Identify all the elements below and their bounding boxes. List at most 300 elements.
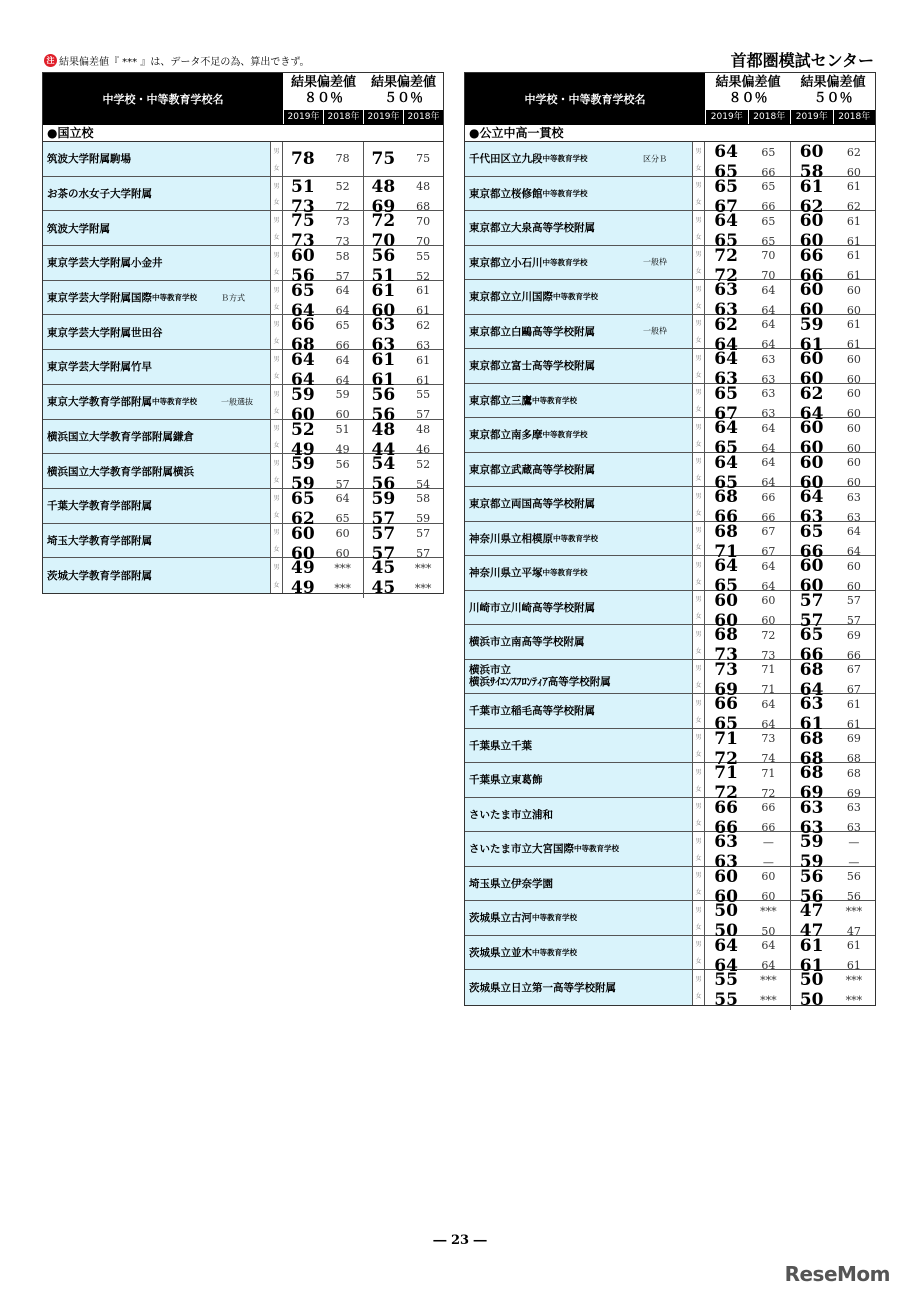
publisher-name: 首都圏模試センター xyxy=(730,51,874,70)
table-row xyxy=(465,314,875,355)
score-cell: 60 xyxy=(714,886,738,907)
entry-type-tag: 区分Ｂ xyxy=(643,154,667,164)
school-name-text: 埼玉県立伊奈学園 xyxy=(469,877,553,890)
score-cell: 68 xyxy=(790,660,833,680)
male-scores xyxy=(705,901,875,921)
entry-type-tag: 一般枠 xyxy=(643,257,667,267)
score-cell: 70 xyxy=(416,214,431,228)
table-row xyxy=(465,832,875,872)
score-values xyxy=(705,314,875,355)
score-cell: 73 xyxy=(761,648,776,662)
score-cell: 64 xyxy=(291,300,315,321)
header-bands xyxy=(283,73,443,124)
sex-female: 女 xyxy=(695,854,702,862)
score-cell: 50 xyxy=(790,990,833,1010)
score-values xyxy=(283,350,443,391)
male-scores xyxy=(705,280,875,300)
score-cell: 66 xyxy=(714,817,738,838)
score-cell: 60 xyxy=(846,407,861,420)
score-cell: 60 xyxy=(790,453,833,473)
sex-labels xyxy=(693,522,705,556)
score-cell: 66 xyxy=(790,246,833,266)
male-scores xyxy=(705,384,875,404)
score-cell: *** xyxy=(760,904,777,918)
score-cell: 57 xyxy=(846,594,861,607)
score-cell: 62 xyxy=(416,318,431,332)
school-name xyxy=(465,142,693,176)
score-cell: 61 xyxy=(363,281,404,301)
school-name-text: 千葉市立稲毛高等学校附属 xyxy=(469,705,595,718)
school-name xyxy=(465,246,693,280)
score-cell: 54 xyxy=(416,477,431,491)
score-values xyxy=(283,142,443,176)
sex-female: 女 xyxy=(695,923,702,931)
score-cell: 57 xyxy=(846,614,861,627)
school-name xyxy=(465,384,693,418)
score-cell: 59 xyxy=(790,315,833,335)
score-cell: 47 xyxy=(790,901,833,921)
score-cell: 64 xyxy=(846,545,861,558)
sex-labels xyxy=(271,524,283,558)
sex-female: 女 xyxy=(273,303,280,311)
score-cell: 73 xyxy=(714,659,738,680)
score-cell: 60 xyxy=(790,300,833,320)
score-values xyxy=(705,556,875,596)
score-cell: 49 xyxy=(291,578,315,599)
school-name xyxy=(43,315,271,349)
score-values xyxy=(705,935,875,976)
score-cell: 56 xyxy=(363,385,404,405)
school-type: 中等教育学校 xyxy=(532,913,577,923)
score-cell: 50 xyxy=(790,970,833,990)
score-cell: 74 xyxy=(761,752,776,765)
score-values xyxy=(283,211,443,252)
sex-labels xyxy=(271,281,283,315)
score-cell: 68 xyxy=(790,729,833,749)
score-cell: 59 xyxy=(291,454,315,475)
score-cell: 48 xyxy=(416,180,431,194)
score-cell: 61 xyxy=(846,214,861,228)
sex-labels xyxy=(271,315,283,349)
section-title: ●公立中高一貫校 xyxy=(465,125,875,142)
score-cell: 72 xyxy=(714,265,738,286)
score-values xyxy=(283,384,443,425)
school-type: 中等教育学校 xyxy=(152,293,197,303)
score-cell: 64 xyxy=(761,717,776,731)
resemom-logo: ReseMom xyxy=(784,1262,890,1286)
page-number: ― 23 ― xyxy=(433,1233,487,1248)
sex-female: 女 xyxy=(695,993,702,1001)
sex-female: 女 xyxy=(695,889,702,897)
score-cell: 65 xyxy=(714,162,738,182)
sex-male: 男 xyxy=(695,976,702,984)
school-name xyxy=(43,246,271,280)
score-cell: 65 xyxy=(790,625,833,645)
year-label: 2018年 xyxy=(323,110,363,124)
score-cell: 55 xyxy=(416,388,431,402)
score-cell: 64 xyxy=(714,452,738,473)
school-name xyxy=(465,556,693,590)
score-cell: 66 xyxy=(714,507,738,527)
score-cell: 60 xyxy=(846,165,861,179)
sex-labels xyxy=(271,420,283,454)
sex-labels xyxy=(693,798,705,832)
score-cell: 59 xyxy=(335,388,350,402)
score-cell: 61 xyxy=(416,304,431,318)
score-values xyxy=(705,142,875,182)
table-row xyxy=(43,454,443,495)
sex-male: 男 xyxy=(695,423,702,431)
sex-male: 男 xyxy=(695,561,702,569)
sex-male: 男 xyxy=(273,147,280,155)
score-cell: 71 xyxy=(761,766,776,780)
sex-male: 男 xyxy=(695,872,702,880)
male-scores xyxy=(705,591,875,611)
sex-female: 女 xyxy=(273,442,280,450)
header-group50 xyxy=(363,73,443,124)
score-cell: 59 xyxy=(291,474,315,495)
sex-labels xyxy=(693,660,705,694)
score-cell: 58 xyxy=(790,162,833,182)
school-name xyxy=(465,798,693,832)
school-name-text: 神奈川県立平塚 xyxy=(469,567,543,580)
score-cell: 71 xyxy=(714,541,738,562)
score-cell: 64 xyxy=(335,284,350,298)
score-cell: 47 xyxy=(790,921,833,941)
table-row xyxy=(43,142,443,177)
school-name-text: 東京都立両国高等学校附属 xyxy=(469,498,595,511)
score-cell: 61 xyxy=(846,234,861,248)
score-values xyxy=(283,176,443,217)
table-row xyxy=(465,694,875,734)
sex-female: 女 xyxy=(695,578,702,586)
school-name-text: 東京都立三鷹 xyxy=(469,394,532,407)
male-scores xyxy=(705,660,875,680)
table-row xyxy=(43,523,443,564)
score-cell: 60 xyxy=(790,369,833,389)
score-cell: 69 xyxy=(846,786,861,800)
score-cell: 68 xyxy=(790,749,833,769)
header-group80 xyxy=(705,73,790,124)
score-cell: 64 xyxy=(335,373,350,387)
male-scores xyxy=(705,556,875,576)
school-name xyxy=(465,280,693,314)
sex-labels xyxy=(271,350,283,384)
score-cell: 63 xyxy=(846,821,861,834)
year-label: 2019年 xyxy=(287,112,320,122)
school-name xyxy=(43,524,271,558)
school-name-text: 千葉県立東葛飾 xyxy=(469,774,543,787)
score-cell: 49 xyxy=(291,439,315,460)
school-name-line: 横浜ｻｲｴﾝｽﾌﾛﾝﾃｨｱ高等学校附属 xyxy=(469,676,611,689)
score-cell: 52 xyxy=(416,457,431,471)
score-cell: 66 xyxy=(790,266,833,286)
male-scores xyxy=(283,489,443,509)
score-cell: 60 xyxy=(846,579,861,593)
school-name xyxy=(465,177,693,211)
score-cell: 69 xyxy=(714,679,738,700)
sex-female: 女 xyxy=(273,199,280,207)
score-cell: 73 xyxy=(761,732,776,745)
school-name-text: 東京都立桜修館 xyxy=(469,187,543,200)
school-name-text: 茨城県立日立第一高等学校附属 xyxy=(469,981,616,994)
score-cell: 64 xyxy=(335,304,350,318)
table-row xyxy=(465,901,875,941)
score-cell: 55 xyxy=(416,249,431,263)
score-cell: 51 xyxy=(291,176,315,197)
score-cell: 57 xyxy=(363,524,404,544)
sex-labels xyxy=(693,901,705,935)
score-cell: 59 xyxy=(291,384,315,405)
table-row xyxy=(465,728,875,769)
score-cell: 60 xyxy=(335,527,350,541)
table-row xyxy=(43,419,443,460)
sex-female: 女 xyxy=(273,372,280,380)
score-cell: 60 xyxy=(714,590,738,611)
table-header xyxy=(43,73,443,125)
school-name-text: 川崎市立川崎高等学校附属 xyxy=(469,601,595,614)
score-values xyxy=(705,832,875,872)
sex-female: 女 xyxy=(695,302,702,310)
school-name-text: お茶の水女子大学附属 xyxy=(47,188,152,201)
sex-labels xyxy=(693,936,705,970)
score-cell: 66 xyxy=(761,510,776,524)
sex-labels xyxy=(693,177,705,211)
school-name-text: 横浜国立大学教育学部附属横浜 xyxy=(47,465,194,478)
sex-female: 女 xyxy=(273,164,280,172)
score-cell: 75 xyxy=(416,152,431,166)
score-cell: 71 xyxy=(714,763,738,783)
score-cell: 57 xyxy=(335,269,350,283)
score-values xyxy=(705,176,875,217)
score-cell: 62 xyxy=(714,314,738,335)
sex-labels xyxy=(693,349,705,383)
score-cell: 64 xyxy=(846,525,861,538)
score-values xyxy=(705,211,875,251)
score-cell: 64 xyxy=(291,350,315,371)
score-cell: 60 xyxy=(714,866,738,887)
score-cell: 70 xyxy=(761,249,776,262)
table-header xyxy=(465,73,875,125)
table-row xyxy=(465,935,875,976)
score-cell: 61 xyxy=(790,936,833,956)
score-values xyxy=(283,523,443,564)
school-type: 中等教育学校 xyxy=(532,947,577,957)
school-name xyxy=(43,142,271,176)
score-cell: 65 xyxy=(714,472,738,493)
score-cell: 63 xyxy=(714,369,738,389)
male-scores xyxy=(705,970,875,990)
school-name xyxy=(43,281,271,315)
score-cell: 72 xyxy=(761,628,776,642)
score-cell: 70 xyxy=(761,269,776,282)
score-cell: 60 xyxy=(363,301,404,321)
score-cell: 67 xyxy=(714,403,738,424)
sex-male: 男 xyxy=(695,458,702,466)
school-type: 中等教育学校 xyxy=(532,395,577,405)
score-cell: 63 xyxy=(363,315,404,335)
school-name-text: 千葉大学教育学部附属 xyxy=(47,500,152,513)
score-cell: 67 xyxy=(714,196,738,217)
sex-labels xyxy=(271,177,283,211)
sex-male: 男 xyxy=(695,527,702,535)
sex-male: 男 xyxy=(695,320,702,328)
score-cell: 63 xyxy=(761,372,776,386)
entry-type-tag: 一般選抜 xyxy=(221,397,253,407)
male-scores xyxy=(705,832,875,852)
score-cell: 60 xyxy=(846,456,861,469)
sex-female: 女 xyxy=(273,234,280,242)
sex-labels xyxy=(271,558,283,593)
school-name-text: さいたま市立浦和 xyxy=(469,808,553,821)
male-scores xyxy=(705,625,875,645)
score-cell: *** xyxy=(760,973,777,987)
score-values xyxy=(705,418,875,458)
score-cell: 60 xyxy=(761,890,776,903)
male-scores xyxy=(283,524,443,544)
male-scores xyxy=(283,211,443,231)
school-name-text: 東京都立武蔵高等学校附属 xyxy=(469,463,595,476)
male-scores xyxy=(705,142,875,162)
school-type: 中等教育学校 xyxy=(152,397,197,407)
score-cell: 63 xyxy=(790,818,833,838)
score-cell: 68 xyxy=(714,487,738,507)
table-row xyxy=(43,488,443,529)
score-cell: 61 xyxy=(846,338,861,351)
score-cell: 60 xyxy=(846,352,861,366)
sex-labels xyxy=(693,694,705,728)
sex-male: 男 xyxy=(695,768,702,776)
table-row xyxy=(43,315,443,356)
table-row xyxy=(465,211,875,251)
sex-female: 女 xyxy=(695,199,702,207)
sex-female: 女 xyxy=(273,476,280,484)
score-cell: 72 xyxy=(714,245,738,266)
national-schools-table xyxy=(42,72,444,599)
school-type: 中等教育学校 xyxy=(542,188,588,198)
score-cell: 61 xyxy=(846,697,861,711)
note-text: 結果偏差値『 *** 』は、データ不足の為、算出できず。 xyxy=(59,57,310,68)
school-name xyxy=(43,489,271,523)
sex-male: 男 xyxy=(273,356,280,364)
score-cell: 60 xyxy=(761,614,776,627)
sex-male: 男 xyxy=(695,699,702,707)
score-cell: 57 xyxy=(416,547,431,561)
score-cell: 45 xyxy=(363,578,404,598)
table-row xyxy=(43,558,443,599)
school-name-text: 東京都立南多摩 xyxy=(469,429,543,442)
school-type: 中等教育学校 xyxy=(542,257,588,267)
score-cell: 57 xyxy=(335,477,350,491)
score-cell: 64 xyxy=(761,303,776,317)
sex-labels xyxy=(693,418,705,452)
score-cell: 60 xyxy=(846,387,861,400)
sex-labels xyxy=(693,763,705,797)
sex-male: 男 xyxy=(695,354,702,362)
score-values xyxy=(705,452,875,493)
sex-male: 男 xyxy=(273,390,280,398)
sex-labels xyxy=(693,384,705,418)
sex-male: 男 xyxy=(695,596,702,604)
score-cell: 65 xyxy=(335,318,350,332)
school-name-text xyxy=(469,664,611,688)
sex-female: 女 xyxy=(695,164,702,172)
sex-female: 女 xyxy=(273,338,280,346)
score-cell: 56 xyxy=(291,266,315,287)
header-bands xyxy=(705,73,875,124)
sex-female: 女 xyxy=(695,475,702,483)
sex-male: 男 xyxy=(273,182,280,190)
score-cell: 63 xyxy=(714,852,738,872)
score-cell: 60 xyxy=(790,280,833,300)
score-values xyxy=(283,558,443,599)
school-name-line: 横浜市立 xyxy=(469,664,511,677)
score-cell: 65 xyxy=(761,180,776,193)
score-cell: 61 xyxy=(846,717,861,731)
score-cell: 67 xyxy=(846,683,861,696)
male-scores xyxy=(705,418,875,438)
score-cell: 64 xyxy=(790,680,833,700)
score-cell: — xyxy=(762,835,774,849)
school-name xyxy=(465,315,693,349)
score-cell: 66 xyxy=(790,542,833,562)
score-cell: 64 xyxy=(291,370,315,391)
score-cell: 71 xyxy=(761,663,776,676)
table-row xyxy=(465,866,875,907)
score-cell: 56 xyxy=(363,474,404,494)
sex-labels xyxy=(693,556,705,590)
score-cell: 63 xyxy=(790,507,833,527)
sex-male: 男 xyxy=(695,665,702,673)
score-cell: 57 xyxy=(363,509,404,529)
score-cell: 65 xyxy=(714,383,738,404)
score-cell: 61 xyxy=(846,318,861,331)
score-cell: 73 xyxy=(335,234,350,248)
sex-female: 女 xyxy=(695,716,702,724)
score-cell: 66 xyxy=(335,338,350,352)
score-values xyxy=(705,763,875,803)
score-cell: 72 xyxy=(363,211,404,231)
score-cell: 65 xyxy=(761,145,776,159)
score-values xyxy=(705,659,875,700)
school-name-text: 東京都立小石川 xyxy=(469,256,543,269)
score-cell: 48 xyxy=(416,423,431,436)
school-type: 中等教育学校 xyxy=(542,430,588,440)
sex-male: 男 xyxy=(695,147,702,155)
score-cell: 59 xyxy=(363,489,404,509)
score-cell: 60 xyxy=(846,441,861,455)
header-group80-label: 結果偏差値 ８０％ xyxy=(284,73,363,110)
score-values xyxy=(705,349,875,389)
score-values xyxy=(705,280,875,320)
header-group80-label: 結果偏差値 ８０％ xyxy=(706,73,790,110)
score-cell: 69 xyxy=(846,732,861,745)
score-cell: *** xyxy=(414,561,432,575)
sex-male: 男 xyxy=(695,906,702,914)
sex-male: 男 xyxy=(695,285,702,293)
score-values xyxy=(283,315,443,356)
score-cell: 65 xyxy=(714,231,738,251)
score-cell: 68 xyxy=(291,335,315,356)
school-name-text: 横浜国立大学教育学部附属鎌倉 xyxy=(47,430,194,443)
female-scores xyxy=(283,578,443,598)
school-name-text: 筑波大学附属駒場 xyxy=(47,153,131,166)
score-cell: *** xyxy=(845,904,863,918)
score-cell: 64 xyxy=(714,955,738,976)
score-cell: 64 xyxy=(714,418,738,438)
table-row xyxy=(465,176,875,217)
score-cell: 61 xyxy=(846,180,861,193)
